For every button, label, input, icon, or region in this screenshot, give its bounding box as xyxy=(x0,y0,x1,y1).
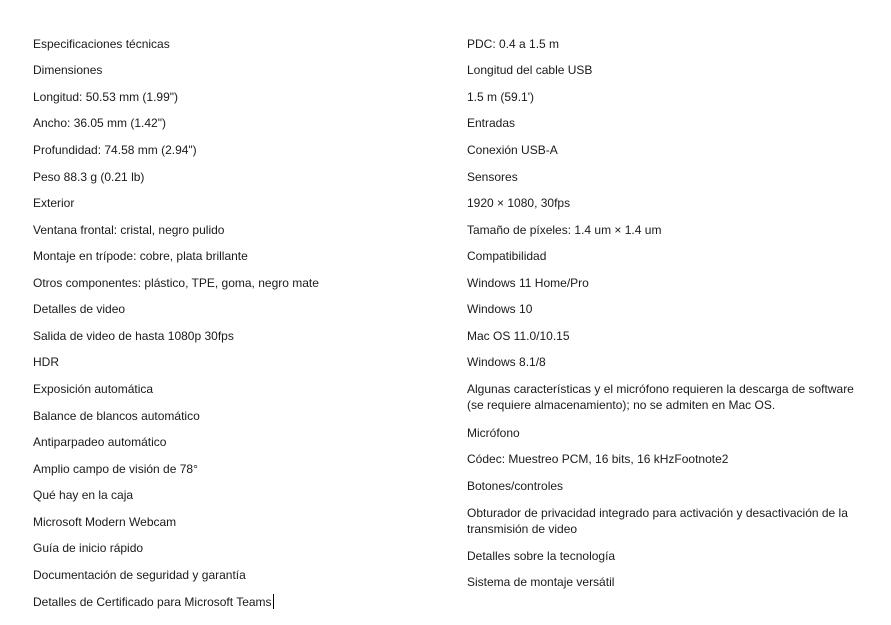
heading-compatibility[interactable]: Compatibilidad xyxy=(467,249,547,263)
spec-depth[interactable]: Profundidad: 74.58 mm (2.94") xyxy=(33,143,197,157)
compat-windows-10[interactable]: Windows 10 xyxy=(467,302,533,316)
spec-usb-a-connection[interactable]: Conexión USB-A xyxy=(467,143,558,157)
box-item-safety-docs[interactable]: Documentación de seguridad y garantía xyxy=(33,568,246,582)
spec-privacy-shutter[interactable]: Obturador de privacidad integrado para activación y desactivación de la transmisión de video xyxy=(467,506,848,536)
heading-microphone[interactable]: Micrófono xyxy=(467,426,520,440)
spec-other-components[interactable]: Otros componentes: plástico, TPE, goma, negro mate xyxy=(33,276,319,290)
spec-anti-flicker[interactable]: Antiparpadeo automático xyxy=(33,435,167,449)
spec-width[interactable]: Ancho: 36.05 mm (1.42") xyxy=(33,116,166,130)
heading-usb-cable-length[interactable]: Longitud del cable USB xyxy=(467,63,593,77)
heading-in-the-box[interactable]: Qué hay en la caja xyxy=(33,488,134,502)
spec-front-window[interactable]: Ventana frontal: cristal, negro pulido xyxy=(33,223,225,237)
box-item-webcam[interactable]: Microsoft Modern Webcam xyxy=(33,515,177,529)
spec-field-of-view[interactable]: Amplio campo de visión de 78° xyxy=(33,462,198,476)
heading-video-details[interactable]: Detalles de video xyxy=(33,302,126,316)
text-cursor xyxy=(273,594,274,609)
compat-mac-os[interactable]: Mac OS 11.0/10.15 xyxy=(467,329,570,343)
heading-technology-details[interactable]: Detalles sobre la tecnología xyxy=(467,549,616,563)
spec-auto-exposure[interactable]: Exposición automática xyxy=(33,382,154,396)
compat-windows-11[interactable]: Windows 11 Home/Pro xyxy=(467,276,589,290)
heading-inputs[interactable]: Entradas xyxy=(467,116,516,130)
heading-specifications[interactable]: Especificaciones técnicas xyxy=(33,37,170,51)
spec-sensor-resolution[interactable]: 1920 × 1080, 30fps xyxy=(467,196,571,210)
spec-length[interactable]: Longitud: 50.53 mm (1.99") xyxy=(33,90,179,104)
heading-teams-certification[interactable] xyxy=(33,594,274,609)
spec-focus-range[interactable]: PDC: 0.4 a 1.5 m xyxy=(467,37,560,51)
compat-windows-8[interactable]: Windows 8.1/8 xyxy=(467,355,546,369)
spec-pixel-size[interactable]: Tamaño de píxeles: 1.4 um × 1.4 um xyxy=(467,223,662,237)
spec-weight[interactable]: Peso 88.3 g (0.21 lb) xyxy=(33,170,145,184)
compat-note[interactable]: Algunas características y el micrófono requieren la descarga de software (se requiere almacenamiento); no se admiten en Mac OS. xyxy=(467,382,854,412)
spec-usb-cable-length[interactable]: 1.5 m (59.1') xyxy=(467,90,534,104)
spec-video-output[interactable]: Salida de video de hasta 1080p 30fps xyxy=(33,329,234,343)
spec-auto-white-balance[interactable]: Balance de blancos automático xyxy=(33,409,200,423)
box-item-quick-start[interactable]: Guía de inicio rápido xyxy=(33,541,144,555)
heading-dimensions[interactable]: Dimensiones xyxy=(33,63,103,77)
heading-teams-certification-text: Detalles de Certificado para Microsoft Teams xyxy=(33,595,272,609)
spec-mounting-system[interactable]: Sistema de montaje versátil xyxy=(467,575,615,589)
spec-hdr[interactable]: HDR xyxy=(33,355,59,369)
spec-tripod-mount[interactable]: Montaje en trípode: cobre, plata brillante xyxy=(33,249,248,263)
heading-exterior[interactable]: Exterior xyxy=(33,196,75,210)
spec-codec[interactable]: Códec: Muestreo PCM, 16 bits, 16 kHzFootnote2 xyxy=(467,452,729,466)
heading-buttons-controls[interactable]: Botones/controles xyxy=(467,479,564,493)
heading-sensors[interactable]: Sensores xyxy=(467,170,518,184)
